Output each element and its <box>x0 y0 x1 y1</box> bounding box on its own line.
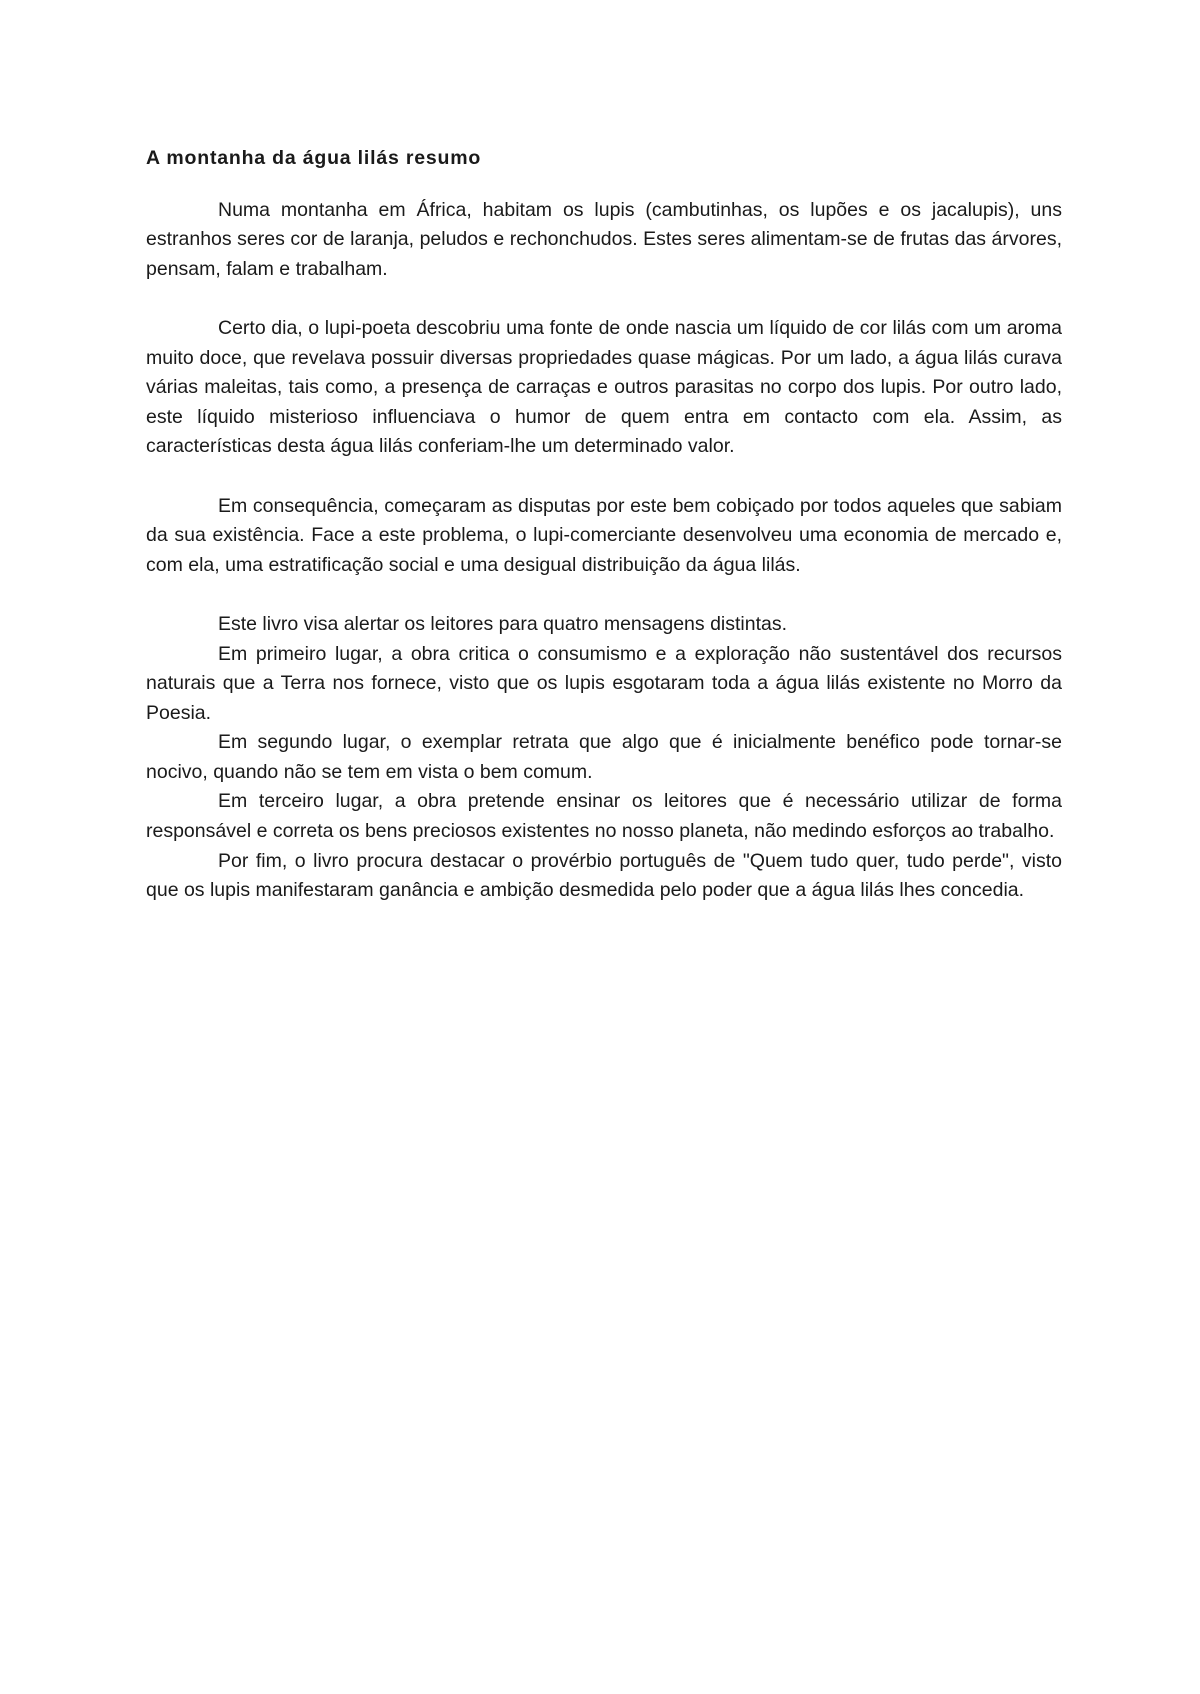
paragraph-message-first: Em primeiro lugar, a obra critica o consumismo e a exploração não sustentável dos recursos naturais que a Terra nos fornece, visto que os lupis esgotaram toda a água lilás existente no Morro da Poesia. <box>146 642 1062 724</box>
paragraph-messages-intro: Este livro visa alertar os leitores para quatro mensagens distintas. <box>218 612 788 635</box>
paragraph-message-final: Por fim, o livro procura destacar o provérbio português de "Quem tudo quer, tudo perde", visto que os lupis manifestaram ganância e ambição desmedida pelo poder que a água lilás lhes concedia. <box>146 849 1062 902</box>
paragraph-message-second: Em segundo lugar, o exemplar retrata que algo que é inicialmente benéfico pode tornar-se nocivo, quando não se tem em vista o bem comum. <box>146 731 1062 783</box>
document-title: A montanha da água lilás resumo <box>146 147 482 169</box>
paragraph-discovery: Certo dia, o lupi-poeta descobriu uma fonte de onde nascia um líquido de cor lilás com um aroma muito doce, que revelava possuir diversas propriedades quase mágicas. Por um lado, a água lilás curava várias maleitas, tais como, a presença de carraças e outros parasitas no corpo dos lupis. Por outro lado, este líquido misterioso influenciava o humor de quem entra em contacto com ela. Assim, as características desta água lilás conferiam-lhe um determinado valor. <box>146 316 1062 458</box>
paragraph-consequence: Em consequência, começaram as disputas por este bem cobiçado por todos aqueles que sabiam da sua existência. Face a este problema, o lupi-comerciante desenvolveu uma economia de mercado e, com ela, uma estratificação social e uma desigual distribuição da água lilás. <box>146 494 1062 576</box>
paragraph-intro: Numa montanha em África, habitam os lupis (cambutinhas, os lupões e os jacalupis), uns estranhos seres cor de laranja, peludos e rechonchudos. Estes seres alimentam-se de frutas das árvores, pensam, falam e trabalham. <box>146 198 1062 280</box>
document-body <box>146 144 1062 906</box>
paragraph-message-third: Em terceiro lugar, a obra pretende ensinar os leitores que é necessário utilizar de forma responsável e correta os bens preciosos existentes no nosso planeta, não medindo esforços ao trabalho. <box>146 790 1062 843</box>
